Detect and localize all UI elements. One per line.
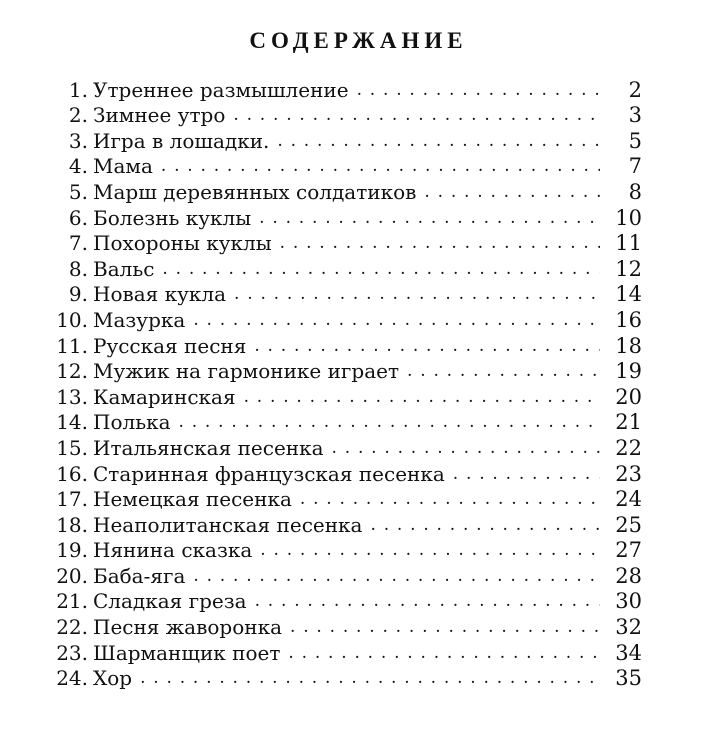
entry-title: Сладкая греза — [93, 589, 247, 614]
entry-number: 7. — [68, 231, 88, 256]
entry-title: Новая кукла — [93, 282, 227, 307]
dot-leader — [288, 643, 600, 665]
entry-page-number: 25 — [615, 512, 642, 537]
entry-page-number: 12 — [615, 256, 642, 281]
toc-entry — [38, 332, 642, 358]
dot-leader — [161, 156, 600, 178]
toc-entry — [38, 434, 642, 460]
toc-entry — [38, 358, 642, 384]
entry-title: Нянина сказка — [93, 538, 253, 563]
dot-leader — [280, 233, 600, 255]
entry-page-number: 16 — [615, 307, 642, 332]
entry-title: Вальс — [93, 256, 155, 281]
entry-title: Утреннее размышление — [93, 77, 349, 102]
entry-title: Похороны куклы — [93, 231, 272, 256]
entry-title: Хор — [93, 666, 133, 691]
entry-page-number: 7 — [628, 154, 642, 179]
dot-leader — [259, 208, 600, 230]
toc-entry — [38, 486, 642, 512]
entry-page-number: 19 — [615, 359, 642, 384]
entry-number: 13. — [56, 384, 88, 409]
entry-title: Полька — [93, 410, 171, 435]
entry-page-number: 11 — [615, 231, 642, 256]
toc-entry — [38, 102, 642, 128]
dot-leader — [140, 668, 600, 690]
entry-page-number: 34 — [615, 640, 642, 665]
toc-entry — [38, 588, 642, 614]
entry-page-number: 2 — [628, 77, 642, 102]
entry-number: 10. — [56, 307, 88, 332]
toc-entry — [38, 639, 642, 665]
entry-page-number: 24 — [615, 487, 642, 512]
dot-leader — [234, 284, 600, 306]
dot-leader — [255, 591, 600, 613]
dot-leader — [300, 489, 600, 511]
entry-number: 22. — [56, 615, 88, 640]
entry-title: Игра в лошадки. — [93, 128, 270, 153]
entry-title: Марш деревянных солдатиков — [93, 179, 417, 204]
entry-title: Баба-яга — [93, 563, 186, 588]
dot-leader — [260, 540, 600, 562]
entry-title: Немецкая песенка — [93, 487, 292, 512]
entry-page-number: 18 — [615, 333, 642, 358]
dot-leader — [233, 105, 600, 127]
entry-title: Мужик на гармонике играет — [93, 359, 400, 384]
toc-entry — [38, 178, 642, 204]
entry-number: 6. — [68, 205, 88, 230]
entry-title: Старинная французская песенка — [93, 461, 445, 486]
entry-number: 17. — [56, 487, 88, 512]
dot-leader — [277, 131, 600, 153]
toc-entry — [38, 153, 642, 179]
dot-leader — [193, 566, 600, 588]
entry-title: Шарманщик поет — [93, 640, 281, 665]
toc-entry — [38, 665, 642, 691]
dot-leader — [424, 182, 600, 204]
entry-number: 21. — [56, 589, 88, 614]
entry-page-number: 27 — [615, 538, 642, 563]
dot-leader — [193, 310, 600, 332]
entry-number: 2. — [68, 103, 88, 128]
dot-leader — [254, 336, 600, 358]
toc-entry — [38, 409, 642, 435]
toc-entry — [38, 255, 642, 281]
dot-leader — [453, 464, 600, 486]
entry-number: 23. — [56, 640, 88, 665]
entry-page-number: 35 — [615, 666, 642, 691]
entry-page-number: 32 — [615, 615, 642, 640]
entry-number: 24. — [56, 666, 88, 691]
entry-number: 11. — [56, 333, 88, 358]
dot-leader — [290, 617, 600, 639]
entry-title: Песня жаворонка — [93, 615, 283, 640]
dot-leader — [162, 259, 600, 281]
entry-page-number: 23 — [615, 461, 642, 486]
entry-number: 3. — [68, 128, 88, 153]
entry-number: 4. — [68, 154, 88, 179]
entry-page-number: 28 — [615, 563, 642, 588]
entry-number: 18. — [56, 512, 88, 537]
entry-title: Русская песня — [93, 333, 247, 358]
entry-title: Мазурка — [93, 307, 186, 332]
toc-entry — [38, 613, 642, 639]
toc-entry — [38, 127, 642, 153]
entry-page-number: 30 — [615, 589, 642, 614]
entry-number: 15. — [56, 435, 88, 460]
entry-title: Итальянская песенка — [93, 435, 324, 460]
entry-page-number: 10 — [615, 205, 642, 230]
entry-page-number: 22 — [615, 435, 642, 460]
entry-page-number: 8 — [628, 179, 642, 204]
entry-number: 1. — [68, 77, 88, 102]
toc-entry — [38, 76, 642, 102]
dot-leader — [407, 361, 600, 383]
dot-leader — [332, 438, 600, 460]
entry-title: Зимнее утро — [93, 103, 226, 128]
toc-entry — [38, 230, 642, 256]
dot-leader — [370, 515, 600, 537]
entry-title: Неаполитанская песенка — [93, 512, 363, 537]
entry-number: 5. — [68, 179, 88, 204]
entry-number: 8. — [68, 256, 88, 281]
dot-leader — [357, 80, 600, 102]
table-of-contents — [38, 76, 642, 690]
toc-entry — [38, 281, 642, 307]
toc-entry — [38, 204, 642, 230]
entry-page-number: 20 — [615, 384, 642, 409]
entry-number: 19. — [56, 538, 88, 563]
entry-page-number: 14 — [615, 282, 642, 307]
toc-entry — [38, 511, 642, 537]
entry-page-number: 3 — [628, 103, 642, 128]
toc-entry — [38, 562, 642, 588]
entry-number: 20. — [56, 563, 88, 588]
entry-number: 12. — [56, 359, 88, 384]
dot-leader — [179, 412, 601, 434]
entry-page-number: 21 — [615, 410, 642, 435]
toc-entry — [38, 383, 642, 409]
toc-entry — [38, 460, 642, 486]
entry-title: Мама — [93, 154, 153, 179]
entry-page-number: 5 — [628, 128, 642, 153]
toc-entry — [38, 306, 642, 332]
entry-number: 16. — [56, 461, 88, 486]
toc-entry — [38, 537, 642, 563]
entry-title: Болезнь куклы — [93, 205, 252, 230]
dot-leader — [244, 387, 600, 409]
entry-number: 14. — [56, 410, 88, 435]
page-title: СОДЕРЖАНИЕ — [249, 28, 468, 53]
entry-number: 9. — [68, 282, 88, 307]
entry-title: Камаринская — [93, 384, 236, 409]
